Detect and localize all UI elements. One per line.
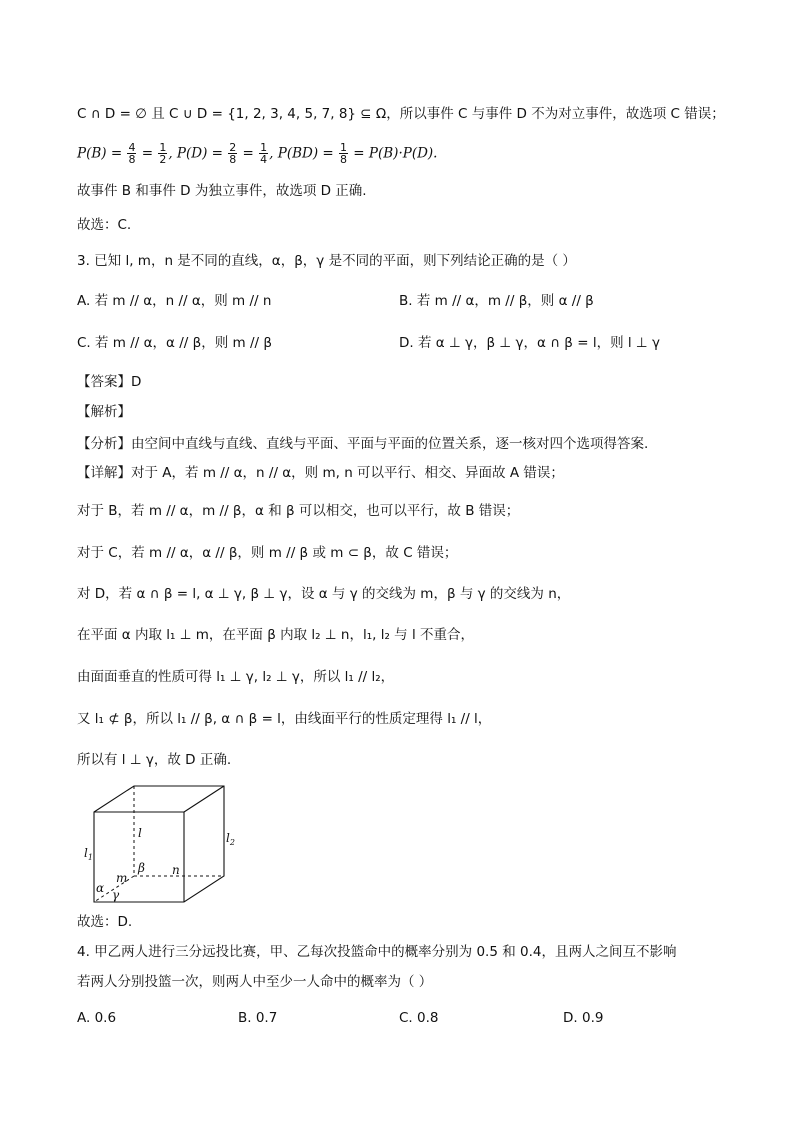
pb-eq: =: [137, 145, 158, 162]
q4-option-a: A. 0.6: [77, 1010, 117, 1026]
label-l: l: [138, 826, 142, 840]
q4-stem-line1: 4. 甲乙两人进行三分远投比赛，甲、乙每次投篮命中的概率分别为 0.5 和 0.4，且两人之间互不影响: [77, 944, 677, 960]
q3-detail-so: 所以有 l ⊥ γ，故 D 正确.: [77, 752, 232, 768]
pbd-right: = P(B)·P(D).: [349, 145, 438, 162]
independence-conclusion: 故事件 B 和事件 D 为独立事件，故选项 D 正确.: [77, 183, 367, 199]
pb-fraction-reduced: $\frac{1}{2}$: [159, 141, 167, 166]
pb-fraction: $\frac{4}{8}$: [128, 141, 136, 166]
probability-line: [77, 142, 437, 165]
q3-stem: 3. 已知 l, m，n 是不同的直线，α，β，γ 是不同的平面，则下列结论正确的是（ ）: [77, 253, 576, 269]
q3-detail-d: 对 D，若 α ∩ β = l, α ⊥ γ, β ⊥ γ，设 α 与 γ 的交线为 m，β 与 γ 的交线为 n，: [77, 586, 571, 602]
pd-fraction-reduced: $\frac{1}{4}$: [260, 141, 268, 166]
q3-detail-take: 在平面 α 内取 l₁ ⊥ m，在平面 β 内取 l₂ ⊥ n，l₁, l₂ 与 l 不重合，: [77, 627, 475, 643]
label-n: n: [172, 863, 180, 877]
q4-option-c: C. 0.8: [399, 1010, 439, 1026]
label-beta: β: [138, 861, 145, 875]
label-l1: $l_1$: [84, 846, 93, 862]
q3-option-d: D. 若 α ⊥ γ，β ⊥ γ，α ∩ β = l，则 l ⊥ γ: [399, 335, 660, 351]
set-relation-line: C ∩ D = ∅ 且 C ∪ D = {1, 2, 3, 4, 5, 7, 8} ⊆ Ω，所以事件 C 与事件 D 不为对立事件，故选项 C 错误；: [77, 106, 725, 122]
q3-option-c: C. 若 m // α，α // β，则 m // β: [77, 335, 272, 351]
q4-stem-line2: 若两人分别投篮一次，则两人中至少一人命中的概率为（ ）: [77, 974, 433, 990]
label-alpha: α: [96, 881, 105, 895]
q3-option-b: B. 若 m // α，m // β，则 α // β: [399, 293, 594, 309]
label-gamma: γ: [112, 888, 120, 902]
pb-left: P(B) =: [77, 145, 127, 162]
pd-fraction: $\frac{2}{8}$: [229, 141, 237, 166]
pd-left: , P(D) =: [168, 145, 228, 162]
q4-option-b: B. 0.7: [238, 1010, 278, 1026]
q3-detail-a: 【详解】对于 A，若 m // α，n // α，则 m, n 可以平行、相交、异面故 A 错误；: [77, 465, 564, 481]
q3-detail-also: 又 l₁ ⊄ β，所以 l₁ // β, α ∩ β = l，由线面平行的性质定理得 l₁ // l，: [77, 711, 492, 727]
q3-answer: 【答案】D: [77, 374, 142, 390]
q3-choice: 故选：D.: [77, 914, 133, 930]
q3-detail-b: 对于 B，若 m // α，m // β，α 和 β 可以相交，也可以平行，故 B 错误；: [77, 503, 520, 519]
cube-figure: [78, 782, 248, 910]
q3-detail-perp: 由面面垂直的性质可得 l₁ ⊥ γ, l₂ ⊥ γ，所以 l₁ // l₂，: [77, 669, 395, 685]
label-m: m: [116, 871, 128, 885]
pd-eq: =: [238, 145, 259, 162]
q3-option-a: A. 若 m // α，n // α，则 m // n: [77, 293, 272, 309]
label-l2: $l_2$: [226, 831, 235, 847]
q2-choice: 故选：C.: [77, 217, 132, 233]
q4-option-d: D. 0.9: [563, 1010, 604, 1026]
q3-detail-c: 对于 C，若 m // α，α // β，则 m // β 或 m ⊂ β，故 C 错误；: [77, 545, 458, 561]
pbd-left: , P(BD) =: [269, 145, 339, 162]
pbd-fraction: $\frac{1}{8}$: [340, 141, 348, 166]
q3-analysis: 【分析】由空间中直线与直线、直线与平面、平面与平面的位置关系，逐一核对四个选项得答案.: [77, 436, 649, 452]
q3-analysis-heading: 【解析】: [77, 404, 131, 420]
